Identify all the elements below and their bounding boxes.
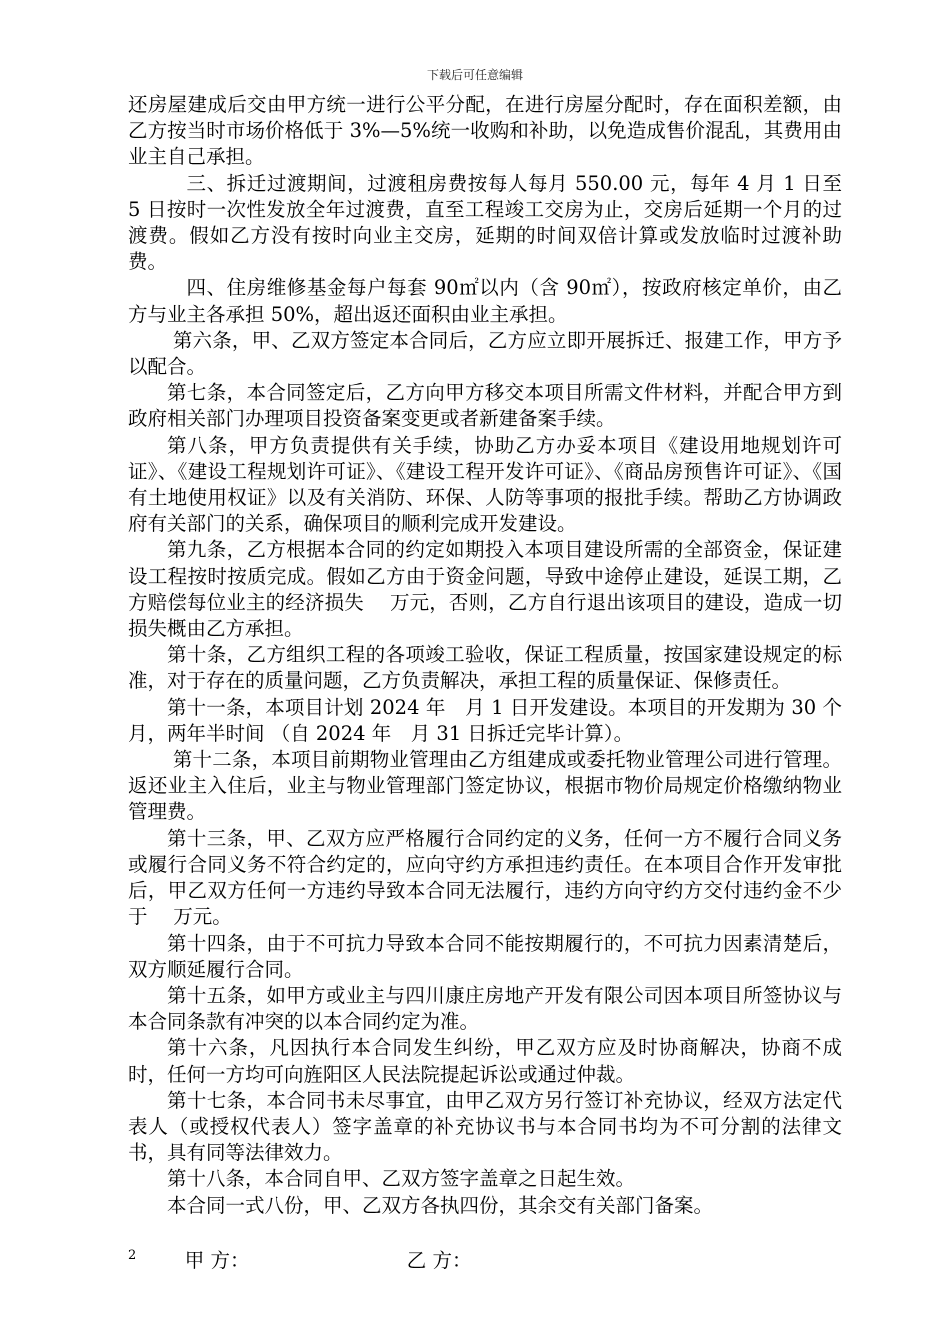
paragraph-continued: 还房屋建成后交由甲方统一进行公平分配，在进行房屋分配时，存在面积差额，由乙方按当时市场价格低于 3%—5%统一收购和补助，以免造成售价混乱，其费用由业主自己承担。 xyxy=(128,93,842,169)
paragraph-article-18: 第十八条，本合同自甲、乙双方签字盖章之日起生效。 xyxy=(167,1167,636,1191)
paragraph-clause-3: 三、拆迁过渡期间，过渡租房费按每人每月 550.00 元，每年 4 月 1 日至 5 日按时一次性发放全年过渡费，直至工程竣工交房为止，交房后延期一个月的过渡费。假如乙方没有按时向业主交房，延期的时间双倍计算或发放临时过渡补助费。 xyxy=(128,171,842,274)
paragraph-article-11: 第十一条，本项目计划 2024 年 月 1 日开发建设。本项目的开发期为 30 个月，两年半时间 （自 2024 年 月 31 日拆迁完毕计算）。 xyxy=(128,695,842,745)
paragraph-clause-4: 四、住房维修基金每户每套 90㎡以内（含 90㎡），按政府核定单价，由乙方与业主各承担 50%，超出返还面积由业主承担。 xyxy=(128,276,842,326)
paragraph-article-12: 第十二条，本项目前期物业管理由乙方组建成或委托物业管理公司进行管理。返还业主入住后，业主与物业管理部门签定协议，根据市物价局规定价格缴纳物业管理费。 xyxy=(128,748,842,824)
paragraph-article-13: 第十三条，甲、乙双方应严格履行合同约定的义务，任何一方不履行合同义务或履行合同义务不符合约定的，应向守约方承担违约责任。在本项目合作开发审批后，甲乙双方任何一方违约导致本合同无法履行，违约方向守约方交付违约金不少于 万元。 xyxy=(128,826,842,929)
paragraph-article-16: 第十六条，凡因执行本合同发生纠纷，甲乙双方应及时协商解决，协商不成时，任何一方均可向旌阳区人民法院提起诉讼或通过仲裁。 xyxy=(128,1036,842,1086)
signature-line xyxy=(160,1222,760,1296)
paragraph-article-6: 第六条，甲、乙双方签定本合同后，乙方应立即开展拆迁、报建工作，甲方予以配合。 xyxy=(128,328,842,379)
paragraph-article-8: 第八条，甲方负责提供有关手续，协助乙方办妥本项目《建设用地规划许可证》、《建设工程规划许可证》、《建设工程开发许可证》、《商品房预售许可证》、《国有土地使用权证》以及有关消防、环保、人防等事项的报批手续。帮助乙方协调政府有关部门的关系，确保项目的顺利完成开发建设。 xyxy=(128,433,842,536)
paragraph-article-9: 第九条，乙方根据本合同的约定如期投入本项目建设所需的全部资金，保证建设工程按时按质完成。假如乙方由于资金问题，导致中途停止建设，延误工期，乙方赔偿每位业主的经济损失 万元，否则，乙方自行退出该项目的建设，造成一切损失概由乙方承担。 xyxy=(128,538,842,641)
paragraph-article-15: 第十五条，如甲方或业主与四川康庄房地产开发有限公司因本项目所签协议与本合同条款有冲突的以本合同约定为准。 xyxy=(128,983,842,1034)
contract-body xyxy=(128,92,842,1219)
paragraph-article-14: 第十四条，由于不可抗力导致本合同不能按期履行的，不可抗力因素清楚后，双方顺延履行合同。 xyxy=(128,931,842,981)
party-a-label: 甲 方： xyxy=(184,1249,250,1272)
page-number: 2 xyxy=(128,1248,137,1263)
paragraph-copies: 本合同一式八份，甲、乙双方各执四份，其余交有关部门备案。 xyxy=(167,1193,714,1217)
party-b-label: 乙 方： xyxy=(406,1249,472,1272)
paragraph-article-10: 第十条，乙方组织工程的各项竣工验收，保证工程质量，按国家建设规定的标准，对于存在的质量问题，乙方负责解决，承担工程的质量保证、保修责任。 xyxy=(128,643,842,693)
page-header: 下载后可任意编辑 xyxy=(426,68,523,82)
paragraph-article-17: 第十七条，本合同书未尽事宜，由甲乙双方另行签订补充协议，经双方法定代表人（或授权代表人）签字盖章的补充协议书与本合同书均为不可分割的法律文书，具有同等法律效力。 xyxy=(128,1088,842,1165)
paragraph-article-7: 第七条，本合同签定后，乙方向甲方移交本项目所需文件材料，并配合甲方到政府相关部门办理项目投资备案变更或者新建备案手续。 xyxy=(128,381,842,431)
